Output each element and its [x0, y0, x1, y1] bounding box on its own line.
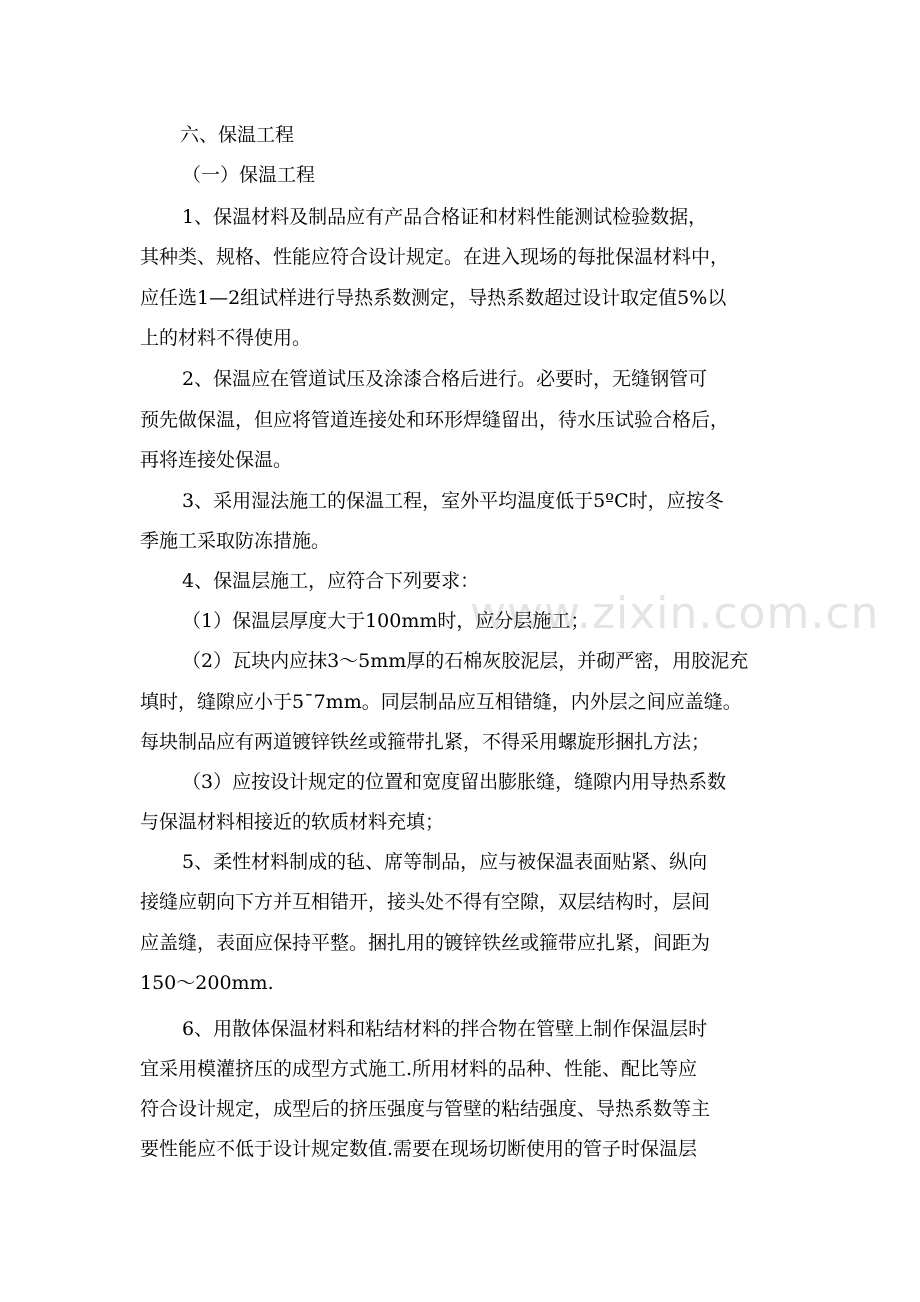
paragraph-line-text: 4、保温层施工，应符合下列要求： — [182, 570, 480, 592]
paragraph-line-text: 6、用散体保温材料和粘结材料的拌合物在管壁上制作保温层时 — [182, 1018, 708, 1040]
paragraph-line-text: （2）瓦块内应抹3～5mm厚的石棉灰胶泥层，并砌严密，用胶泥充 — [182, 650, 749, 672]
paragraph-line-text: 应盖缝，表面应保持平整。捆扎用的镀锌铁丝或箍带应扎紧，间距为 — [140, 932, 711, 954]
paragraph-line-text: 2、保温应在管道试压及涂漆合格后进行。必要时，无缝钢管可 — [182, 368, 708, 390]
paragraph-line — [0, 807, 920, 837]
paragraph-line — [0, 526, 920, 556]
paragraph-line — [0, 566, 920, 596]
paragraph-line-text: 5、柔性材料制成的毡、席等制品，应与被保温表面贴紧、纵向 — [182, 851, 708, 873]
paragraph-line-text: 其种类、规格、性能应符合设计规定。在进入现场的每批保温材料中， — [140, 246, 730, 268]
paragraph-line-text: 150～200mm. — [140, 972, 274, 994]
paragraph-line — [0, 242, 920, 272]
paragraph-line-text: 接缝应朝向下方并互相错开，接头处不得有空隙，双层结构时，层间 — [140, 891, 711, 913]
paragraph-line — [0, 1094, 920, 1124]
paragraph-line-text: 填时，缝隙应小于5¯7mm。同层制品应互相错缝，内外层之间应盖缝。 — [140, 691, 742, 713]
paragraph-line — [0, 968, 920, 998]
paragraph-line — [0, 486, 920, 516]
paragraph-line — [0, 364, 920, 394]
paragraph-line-text: 3、采用湿法施工的保温工程，室外平均温度低于5ºC时，应按冬 — [182, 490, 724, 512]
watermark: www.zixin.com.cn — [470, 588, 880, 639]
paragraph-line — [0, 283, 920, 313]
section-heading — [0, 120, 920, 150]
paragraph-line — [0, 405, 920, 435]
subsection-heading — [0, 160, 920, 190]
paragraph-line — [0, 1134, 920, 1164]
paragraph-line — [0, 323, 920, 353]
paragraph-line-text: 季施工采取防冻措施。 — [140, 530, 331, 552]
paragraph-line — [0, 445, 920, 475]
paragraph-line — [0, 1054, 920, 1084]
paragraph-line — [0, 887, 920, 917]
paragraph-line — [0, 1014, 920, 1044]
paragraph-line-text: 与保温材料相接近的软质材料充填； — [140, 811, 445, 833]
paragraph-line — [0, 687, 920, 717]
paragraph-line-text: 再将连接处保温。 — [140, 449, 293, 471]
subsection-heading-text: （一）保温工程 — [182, 164, 316, 186]
paragraph-line-text: 符合设计规定，成型后的挤压强度与管壁的粘结强度、导热系数等主 — [140, 1098, 711, 1120]
paragraph-line — [0, 727, 920, 757]
paragraph-line — [0, 928, 920, 958]
paragraph-line — [0, 767, 920, 797]
paragraph-line-text: 宜采用模灌挤压的成型方式施工.所用材料的品种、性能、配比等应 — [140, 1058, 698, 1080]
paragraph-line-text: 预先做保温，但应将管道连接处和环形焊缝留出，待水压试验合格后， — [140, 409, 730, 431]
paragraph-line-text: 1、保温材料及制品应有产品合格证和材料性能测试检验数据， — [182, 206, 708, 228]
paragraph-line — [0, 847, 920, 877]
paragraph-line — [0, 202, 920, 232]
paragraph-line — [0, 606, 920, 636]
paragraph-line-text: 上的材料不得使用。 — [140, 327, 312, 349]
paragraph-line-text: （1）保温层厚度大于100mm时，应分层施工； — [182, 610, 590, 632]
paragraph-line-text: （3）应按设计规定的位置和宽度留出膨胀缝，缝隙内用导热系数 — [182, 771, 727, 793]
paragraph-line — [0, 646, 920, 676]
paragraph-line-text: 应任选1—2组试样进行导热系数测定，导热系数超过设计取定值5%以 — [140, 287, 727, 309]
section-heading-text: 六、保温工程 — [180, 124, 295, 146]
paragraph-line-text: 要性能应不低于设计规定数值.需要在现场切断使用的管子时保温层 — [140, 1138, 698, 1160]
paragraph-line-text: 每块制品应有两道镀锌铁丝或箍带扎紧，不得采用螺旋形捆扎方法； — [140, 731, 711, 753]
